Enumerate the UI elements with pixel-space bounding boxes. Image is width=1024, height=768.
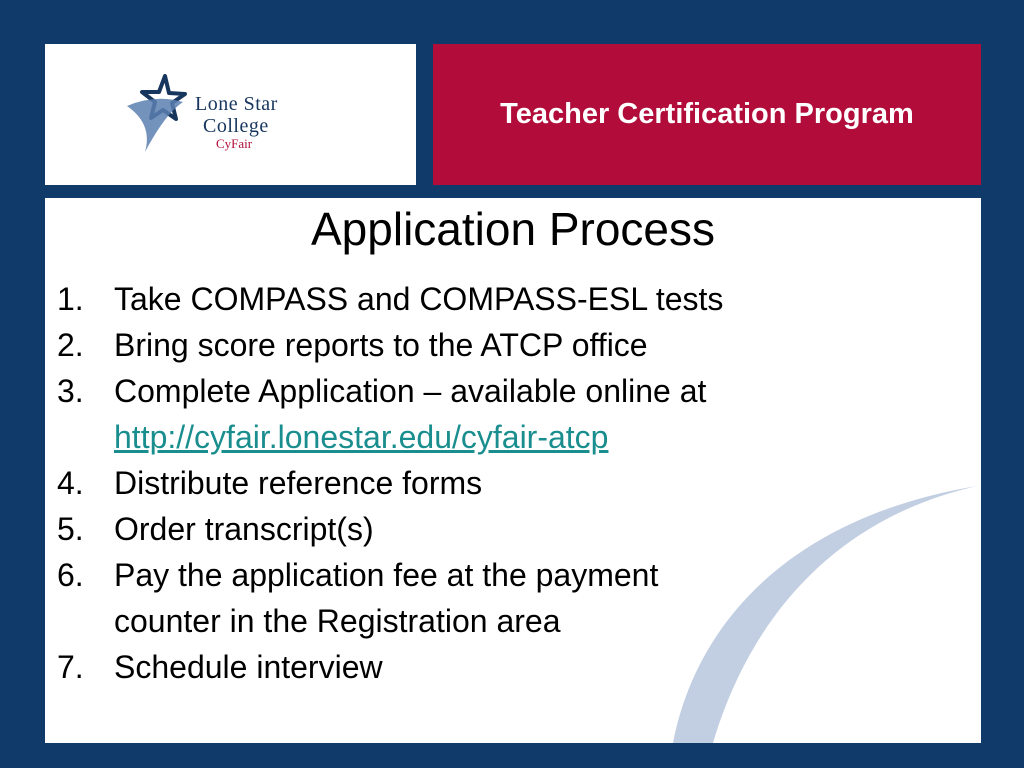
step-text: Complete Application – available online at [114, 373, 707, 409]
atcp-application-link[interactable]: http://cyfair.lonestar.edu/cyfair-atcp [114, 419, 609, 455]
step-text: Bring score reports to the ATCP office [114, 327, 648, 363]
step-item [57, 276, 917, 322]
logo-text-cyfair: CyFair [216, 136, 253, 151]
step-item [57, 644, 917, 690]
application-steps [57, 276, 917, 690]
step-number: 3. [57, 373, 84, 409]
step-text: Order transcript(s) [114, 511, 374, 547]
step-item [57, 368, 917, 460]
star-swoosh-icon [127, 99, 183, 152]
step-number: 4. [57, 465, 84, 501]
step-number: 2. [57, 327, 84, 363]
step-number: 7. [57, 649, 84, 685]
college-logo-panel [45, 44, 416, 185]
step-number: 5. [57, 511, 84, 547]
program-title: Teacher Certification Program [500, 98, 914, 130]
step-item [57, 552, 917, 644]
step-text: Schedule interview [114, 649, 383, 685]
step-text: Take COMPASS and COMPASS-ESL tests [114, 281, 724, 317]
step-item [57, 506, 917, 552]
program-banner [433, 44, 981, 185]
step-text: Distribute reference forms [114, 465, 483, 501]
page-title: Application Process [311, 203, 715, 255]
step-number: 1. [57, 281, 84, 317]
step-number: 6. [57, 557, 84, 593]
step-text: Pay the application fee at the payment counter in the Registration area [114, 557, 659, 639]
logo-text-college: College [203, 115, 269, 137]
step-item [57, 322, 917, 368]
logo-text-lone-star: Lone Star [195, 93, 278, 115]
step-item [57, 460, 917, 506]
college-logo [45, 44, 416, 185]
content-panel [45, 198, 981, 743]
